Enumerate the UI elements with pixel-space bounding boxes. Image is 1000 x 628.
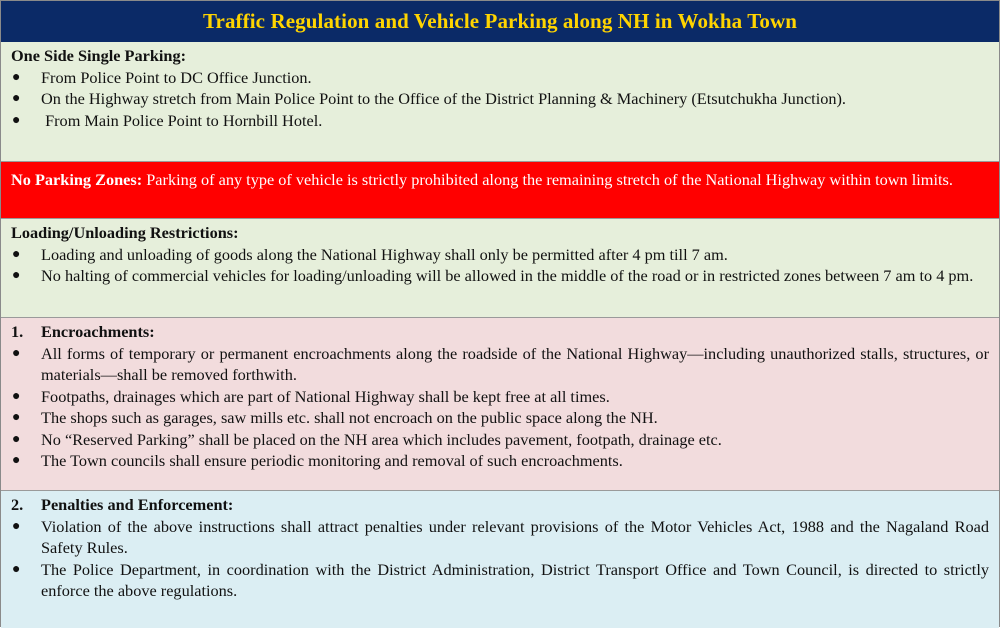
list-item (11, 265, 989, 287)
loading-section (1, 219, 999, 318)
penalties-heading-row (11, 494, 989, 516)
list-item (11, 88, 989, 110)
bullet-icon: ● (12, 431, 21, 447)
list-item (11, 516, 989, 559)
list-item-text: No “Reserved Parking” shall be placed on the NH area which includes pavement, footpath, drainage etc. (41, 429, 722, 449)
bullet-icon: ● (12, 91, 21, 106)
list-item (11, 67, 989, 89)
one-side-parking-heading: One Side Single Parking: (11, 46, 187, 65)
bullet-icon: ● (12, 268, 21, 283)
bullet-icon: ● (12, 69, 21, 85)
bullet-icon: ● (12, 345, 21, 361)
list-item-text: No halting of commercial vehicles for loading/unloading will be allowed in the middle of the road or in restricted zones between 7 am to 4 pm. (41, 266, 974, 285)
list-item (11, 559, 989, 602)
bullet-icon: ● (12, 112, 21, 128)
no-parking-section (1, 162, 999, 219)
list-item (11, 244, 989, 266)
bullet-icon: ● (12, 388, 21, 404)
list-item-text: Footpaths, drainages which are part of National Highway shall be kept free at all times. (41, 386, 610, 406)
list-item (11, 386, 989, 408)
no-parking-heading: No Parking Zones: (11, 170, 143, 189)
list-item (11, 450, 989, 472)
list-item-text: Loading and unloading of goods along the National Highway shall only be permitted after 4 pm till 7 am. (41, 244, 728, 264)
loading-heading: Loading/Unloading Restrictions: (11, 223, 239, 242)
list-item-text: On the Highway stretch from Main Police Point to the Office of the District Planning & Machinery (Etsutchukha Junction). (41, 89, 847, 108)
bullet-icon: ● (12, 561, 21, 577)
page-title: Traffic Regulation and Vehicle Parking along NH in Wokha Town (202, 9, 798, 33)
list-item-text: From Police Point to DC Office Junction. (41, 67, 312, 87)
penalties-section (1, 491, 999, 628)
list-item-text: The shops such as garages, saw mills etc. shall not encroach on the public space along the NH. (41, 408, 658, 427)
list-item (11, 429, 989, 451)
bullet-icon: ● (12, 246, 21, 262)
bullet-icon: ● (12, 453, 21, 468)
encroachments-section (1, 318, 999, 491)
list-item-text: All forms of temporary or permanent encroachments along the roadside of the National Highway—including unauthorized stalls, structures, or materials—shall be removed forthwith. (41, 343, 989, 384)
penalties-heading: Penalties and Enforcement: (41, 495, 234, 514)
list-item-text: From Main Police Point to Hornbill Hotel. (41, 110, 323, 130)
no-parking-text: Parking of any type of vehicle is strictly prohibited along the remaining stretch of the National Highway within town limits. (146, 170, 953, 189)
section-number: 1. (11, 322, 24, 341)
list-item (11, 407, 989, 429)
one-side-parking-section (1, 42, 999, 162)
list-item-text: Violation of the above instructions shall attract penalties under relevant provisions of the Motor Vehicles Act, 1988 and the Nagaland Road Safety Rules. (41, 516, 989, 557)
list-item-text: The Police Department, in coordination with the District Administration, District Transport Office and Town Council, is directed to strictly enforce the above regulations. (41, 559, 989, 600)
encroachments-heading: Encroachments: (41, 322, 155, 341)
bullet-icon: ● (12, 518, 21, 534)
list-item (11, 343, 989, 386)
list-item (11, 110, 989, 132)
title-bar (1, 1, 999, 43)
section-number: 2. (11, 495, 24, 514)
list-item-text: The Town councils shall ensure periodic monitoring and removal of such encroachments. (41, 451, 623, 470)
encroachments-heading-row (11, 321, 989, 343)
bullet-icon: ● (12, 410, 21, 425)
